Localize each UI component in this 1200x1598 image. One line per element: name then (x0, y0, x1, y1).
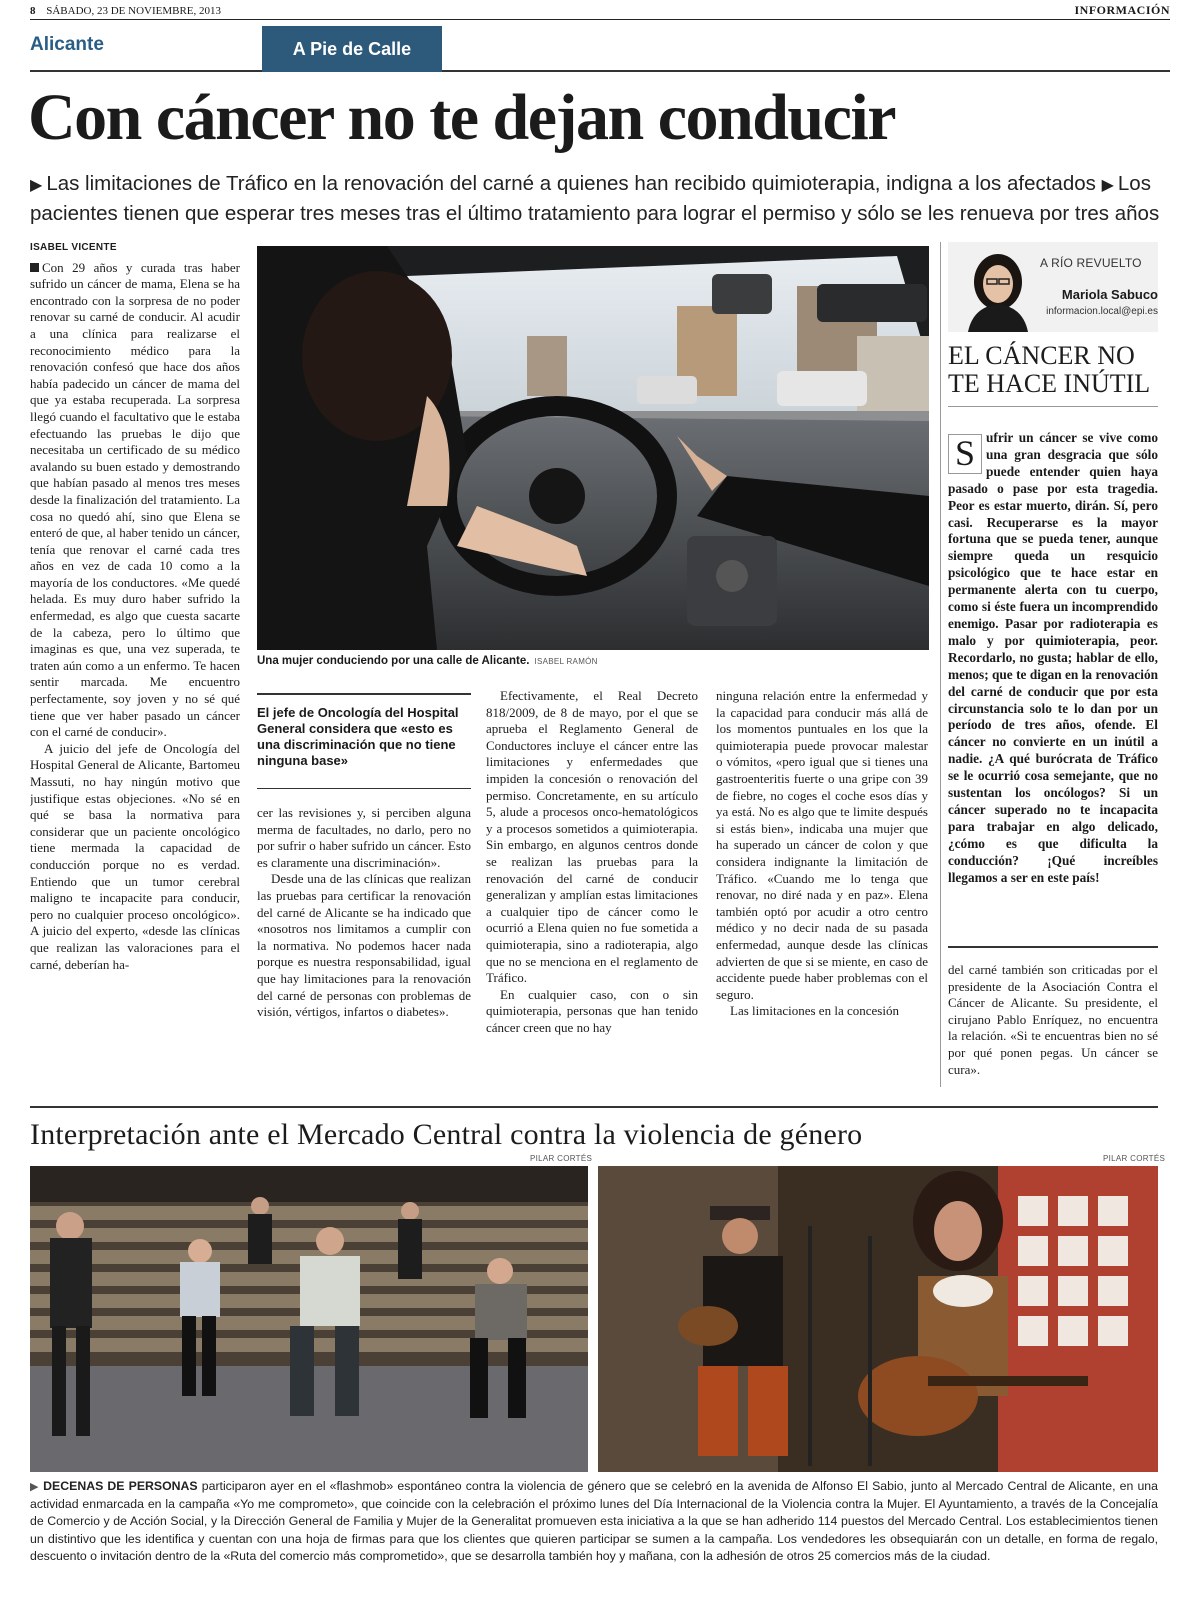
flashmob-photo (30, 1166, 588, 1472)
article-headline: Con cáncer no te dejan conducir (28, 81, 896, 154)
author-portrait-image (958, 242, 1038, 332)
section-bar (30, 26, 1170, 72)
main-photo-caption (257, 655, 598, 667)
section-tag: A Pie de Calle (262, 26, 442, 72)
opinion-body (948, 430, 1158, 886)
photo-caption-text: Una mujer conduciendo por una calle de Alicante. (257, 655, 530, 667)
opinion-body-text: ufrir un cáncer se vive como una gran desgracia que sólo puede entender quien haya pasado o pase por esta tragedia. Peor es estar muerto, dirán. Sí, pero casi. Recuperarse es la mayor fortuna que se pueda tener, aunque siempre queda un resquicio psicológico que te hace estar en permanente alerta con tu cuerpo, como si éste fuera un incomprendido enemigo. Pasar por radioterapia es malo y por quimioterapia, peor. Recordarlo, no gusta; hablar de ello, menos; que te digan en la renovación del carné de conducir que por esta circunstancia solo te lo dan por un período de tres años, ofende. El cáncer no convierte en un inútil a nadie. ¿A qué burócrata de Tráfico se le ocurrió cosa semejante, que no sustentan los oncólogos? Si un cáncer superado no te incapacita para trabajar en algo delicado, ¿cómo es que dificulta la conducción? ¡Qué increíbles llegamos a ser en este país! (948, 430, 1158, 885)
page-header-left (30, 5, 229, 17)
article-column-4 (716, 688, 928, 1085)
opinion-email: informacion.local@epi.es (1046, 306, 1158, 317)
article-column-2 (257, 805, 471, 1085)
page-date: SÁBADO, 23 DE NOVIEMBRE, 2013 (46, 4, 222, 17)
section-name: Alicante (30, 34, 104, 55)
article-column-5 (948, 962, 1158, 1087)
article-subhead (30, 170, 1170, 228)
bottom-story-rule (30, 1106, 1158, 1108)
subhead-part-1: Las limitaciones de Tráfico en la renovación del carné a quienes han recibido quimioterapia, indigna a los afectados (46, 172, 1096, 195)
photo-credit-left: PILAR CORTÉS (530, 1154, 593, 1163)
column-divider (940, 242, 941, 1087)
page-number: 8 (30, 4, 36, 17)
triangle-bullet-icon: ▶ (1101, 177, 1114, 194)
opinion-title: EL CÁNCER NO TE HACE INÚTIL (948, 342, 1158, 407)
caption-lead: DECENAS DE PERSONAS (43, 1479, 198, 1493)
article-paragraph: Efectivamente, el Real Decreto 818/2009, de 8 de mayo, por el que se aprueba el Reglamento General de Conductores incluye el cáncer entre las limitaciones y enfermedades que impiden la concesión o renovación del permiso. Concretamente, en su artículo 5, alude a procesos onco-hematológicos y a procesos sometidos a quimioterapia. Sin embargo, en algunos centros donde se realizan las pruebas para la renovación del carné de conducir generalizan y amplían estas limitaciones a cualquier tipo de cáncer como le ocurrió a Elena quien no fue sometida a quimioterapia, sino a radioterapia, algo que no se menciona en el reglamento de Tráfico. (486, 688, 698, 986)
article-paragraph: Con 29 años y curada tras haber sufrido un cáncer de mama, Elena se ha encontrado con la sorpresa de no poder renovar su carné de conducir. Al acudir a una clínica para realizarse el reconocimiento médico para la renovación confesó que hace dos años había padecido un cáncer de mama del que ya estaba recuperada. La sorpresa llegó cuando el facultativo que le estaba efectuando las pruebas le dijo que necesitaba un certificado de su médico avalando su buen estado y demostrando que habían pasado al menos tres meses desde la finalización del tratamiento. La cosa no quedó ahí, sino que Elena se enteró de que, al haber tenido un cáncer, tenía que renovar el carné cada tres años en vez de cada 10 como a la mayoría de los conductores. «Me quedé helada. Es muy duro haber sufrido la enfermedad, es algo que cuesta sacarte de la cabeza, pero lo último que imaginas es que, una vez superada, te traten aún como a un enfermo. Te hacen sentir marcada. Me encuentro perfectamente, soy joven y no sé qué tiene que ver haber pasado un cáncer con el carné de conducir». (30, 259, 240, 740)
musicians-image (598, 1166, 1158, 1472)
article-byline: ISABEL VICENTE (30, 242, 117, 253)
opinion-author: Mariola Sabuco (1061, 287, 1158, 302)
square-bullet-icon (30, 263, 39, 272)
article-paragraph: Las limitaciones en la concesión (730, 1003, 899, 1019)
car-interior-image (257, 246, 929, 650)
bottom-story-title: Interpretación ante el Mercado Central contra la violencia de género (30, 1118, 863, 1151)
newspaper-brand: INFORMACIÓN (1074, 3, 1170, 17)
opinion-rule (948, 946, 1158, 948)
article-paragraph: Desde una de las clínicas que realizan las pruebas para certificar la renovación del carné de Alicante se ha indicado que «nosotros nos limitamos a cumplir con la normativa. No podemos hacer nada porque es nuestra responsabilidad, igual que hay limitaciones para la renovación del carné de personas con problemas de visión, vértigos, infartos o diabetes». (257, 871, 471, 1020)
flashmob-dancers-image (30, 1166, 588, 1472)
article-paragraph: cer las revisiones y, si perciben alguna merma de facultades, no darlo, pero no por sufrir o haber sufrido un cáncer. Esto es claramente una discriminación». (257, 805, 471, 870)
caption-body: participaron ayer en el «flashmob» espontáneo contra la violencia de género que se celebró en la avenida de Alfonso El Sabio, junto al Mercado Central de Alicante, en una actividad enmarcada en la campaña «Yo me comprometo», que coincide con la celebración el próximo lunes del Día Internacional de la Violencia contra la Mujer. El Ayuntamiento, a través de la Concejalía de Comercio y de Acción Social, y la Dirección General de Familia y Mujer de la Generalitat promueven esta iniciativa a la que se han adherido 114 puestos del Mercado Central. Los establecimientos tienen un distintivo que les identifica y cuentan con una hoja de firmas para que los clientes que quieren participar se sumen a la campaña. Los vendedores les obsequiarán con un detalle, en forma de regalo, descuento o invitación dentro de la «Ruta del comercio más comprometido», que se desarrolla también hoy y mañana, con la adhesión de otros 25 comercios más de la ciudad. (30, 1479, 1158, 1563)
photo-credit-right: PILAR CORTÉS (1103, 1154, 1166, 1163)
article-paragraph: En cualquier caso, con o sin quimioterapia, personas que han tenido cáncer creen que no hay (486, 986, 698, 1035)
bottom-story-caption (30, 1478, 1158, 1565)
subhead-part-2: Los pacientes tienen que esperar tres meses tras el último tratamiento para lograr el permiso y sólo se les renueva por tres años (30, 172, 1160, 225)
article-paragraph: del carné también son criticadas por el presidente de la Asociación Contra el Cáncer de Alicante. Su presidente, el cirujano Pablo Enríquez, no encuentra la relación. «Si te encuentras bien no sé por qué ponen pegas. Un cáncer se cura». (948, 962, 1158, 1077)
article-column-3 (486, 688, 698, 1085)
photo-credit: ISABEL RAMÓN (534, 657, 598, 666)
drop-cap: S (948, 434, 982, 474)
article-paragraph: ninguna relación entre la enfermedad y la capacidad para conducir más allá de los momentos puntuales en los que la quimioterapia puede provocar malestar o vómitos, «pero igual que si tienes una gastroenteritis fuerte o una gripe con 39 de fiebre, no coges el coche esos días y ya está. No es algo que te limite después si estás bien», indicaba una mujer que ha superado un cáncer de colon y que considera indignante la limitación de Tráfico. «Cuando me lo tenga que renovar, no diré nada y en paz». Elena también optó por acudir a otro centro médico y no decir nada de su pasada enfermedad, aunque desde las clínicas advierten de que si se miente, en caso de accidente puede haber problemas con el seguro. (716, 688, 928, 1002)
pull-quote-rule (257, 788, 471, 789)
triangle-bullet-icon: ▶ (30, 177, 43, 194)
article-paragraph: A juicio del jefe de Oncología del Hospital General de Alicante, Bartomeu Massuti, no hay ningún motivo que justifique estas objeciones. «No sé en qué se basa la normativa para considerar que un paciente oncológico tiene mermada la capacidad de conducción porque no es verdad. Entiendo que un tumor cerebral maligno te incapacite para conducir, pero no cualquier proceso oncológico». A juicio del experto, «desde las clínicas que realizan las valoraciones para el carné, deberían ha- (30, 740, 240, 972)
page-header (30, 2, 1170, 20)
article-column-1 (30, 240, 240, 1085)
opinion-kicker: A RÍO REVUELTO (1040, 256, 1142, 270)
triangle-bullet-icon: ▶ (30, 1481, 40, 1493)
pull-quote: El jefe de Oncología del Hospital General considera que «esto es una discriminación que no tiene ninguna base» (257, 693, 471, 769)
main-photo-car (257, 246, 929, 650)
musicians-photo (598, 1166, 1158, 1472)
